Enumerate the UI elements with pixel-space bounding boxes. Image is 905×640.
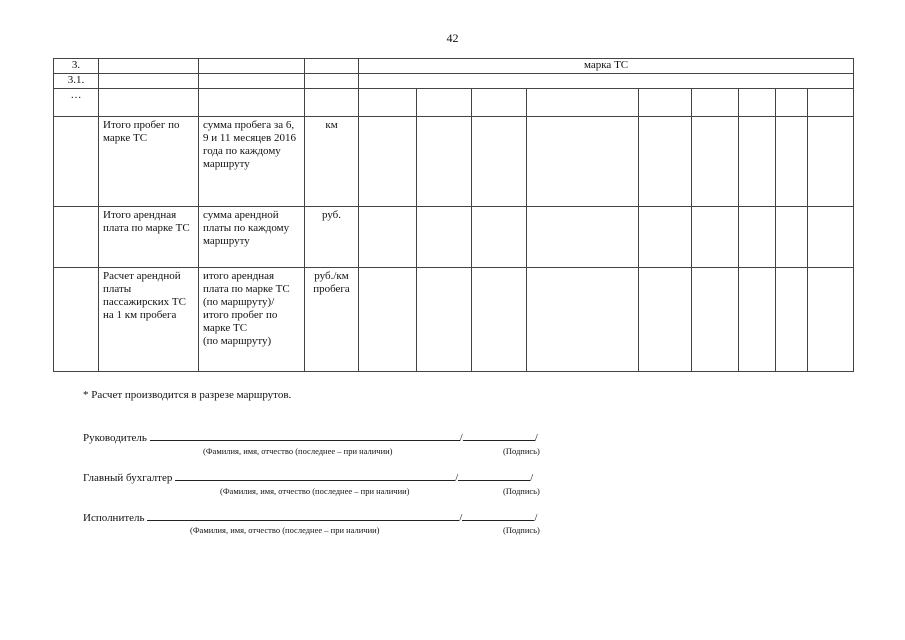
fio-line[interactable] (175, 469, 455, 481)
row-unit: руб./км пробега (305, 268, 359, 372)
fio-caption: (Фамилия, имя, отчество (последнее – при наличии) (190, 525, 380, 535)
row-number: 3.1. (54, 74, 99, 89)
table-cell (739, 207, 776, 268)
row-description: сумма пробега за 6, 9 и 11 месяцев 2016 года по каждому маршруту (199, 117, 305, 207)
signature-line[interactable] (462, 509, 534, 521)
sign-caption: (Подпись) (503, 486, 540, 496)
table-cell (305, 74, 359, 89)
table-cell (808, 117, 854, 207)
table-cell (776, 268, 808, 372)
table-cell (54, 207, 99, 268)
row-name: Итого арендная плата по марке ТС (99, 207, 199, 268)
fio-caption: (Фамилия, имя, отчество (последнее – при наличии) (220, 486, 410, 496)
table-cell (305, 89, 359, 117)
sign-caption: (Подпись) (503, 446, 540, 456)
table-cell (527, 89, 639, 117)
table-cell (527, 268, 639, 372)
table-row (54, 117, 854, 207)
desc-line: (по маршруту) (203, 335, 272, 347)
signature-role: Главный бухгалтер (83, 472, 173, 484)
table-cell (692, 117, 739, 207)
table-cell (99, 74, 199, 89)
table-cell (54, 268, 99, 372)
row-name: Итого пробег по марке ТС (99, 117, 199, 207)
table-cell (739, 117, 776, 207)
row-name: Расчет арендной платы пассажирских ТС на 1 км пробега (99, 268, 199, 372)
table-row (54, 268, 854, 372)
table-cell (639, 117, 692, 207)
table-row (54, 207, 854, 268)
desc-line: итого пробег по марке ТС (203, 309, 278, 334)
table-cell (472, 89, 527, 117)
table-cell (305, 59, 359, 74)
table-cell (639, 207, 692, 268)
signature-chief-accountant: Главный бухгалтер / / (83, 469, 563, 484)
table-cell (417, 117, 472, 207)
table-cell (808, 207, 854, 268)
desc-line: (по маршруту)/ (203, 296, 275, 308)
table-cell (417, 268, 472, 372)
row-unit: км (305, 117, 359, 207)
desc-line: итого арендная плата по марке ТС (203, 270, 290, 295)
table-cell (417, 207, 472, 268)
table-cell (808, 268, 854, 372)
table-cell (359, 117, 417, 207)
vehicle-brand-header: марка ТС (359, 59, 854, 74)
row-description (199, 268, 305, 372)
table-cell (359, 268, 417, 372)
table-cell (776, 207, 808, 268)
table-cell (199, 89, 305, 117)
fio-caption: (Фамилия, имя, отчество (последнее – при наличии) (203, 446, 393, 456)
table-cell (54, 117, 99, 207)
signature-director: Руководитель / / (83, 429, 563, 444)
table-row (54, 89, 854, 117)
table-cell (639, 268, 692, 372)
report-table (53, 58, 854, 372)
table-cell (692, 89, 739, 117)
footnote: * Расчет производится в разрезе маршрутов. (83, 389, 292, 401)
table-cell (472, 117, 527, 207)
table-cell (692, 207, 739, 268)
table-cell (472, 268, 527, 372)
table-cell (359, 74, 854, 89)
table-cell (808, 89, 854, 117)
table-cell (692, 268, 739, 372)
table-row (54, 59, 854, 74)
row-unit: руб. (305, 207, 359, 268)
page-number: 42 (446, 31, 459, 45)
row-number: … (54, 89, 99, 117)
table-cell (739, 89, 776, 117)
table-row (54, 74, 854, 89)
table-cell (527, 207, 639, 268)
table-cell (99, 59, 199, 74)
table-cell (527, 117, 639, 207)
table-cell (472, 207, 527, 268)
table-cell (417, 89, 472, 117)
table-cell (199, 59, 305, 74)
table-cell (199, 74, 305, 89)
fio-line[interactable] (147, 509, 459, 521)
sign-caption: (Подпись) (503, 525, 540, 535)
row-number: 3. (54, 59, 99, 74)
table-cell (359, 207, 417, 268)
signature-line[interactable] (458, 469, 530, 481)
signature-role: Руководитель (83, 432, 147, 444)
signature-role: Исполнитель (83, 512, 145, 524)
signature-executor: Исполнитель / / (83, 509, 563, 524)
row-description: сумма арендной платы по каждому маршруту (199, 207, 305, 268)
signature-line[interactable] (463, 429, 535, 441)
table-cell (639, 89, 692, 117)
table-cell (776, 117, 808, 207)
fio-line[interactable] (150, 429, 460, 441)
table-cell (739, 268, 776, 372)
table-cell (776, 89, 808, 117)
table-cell (99, 89, 199, 117)
table-cell (359, 89, 417, 117)
